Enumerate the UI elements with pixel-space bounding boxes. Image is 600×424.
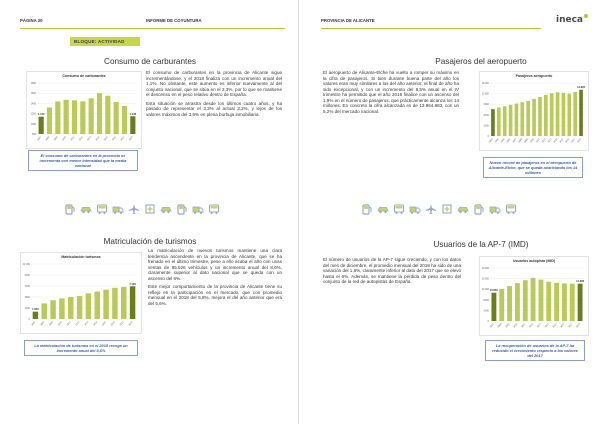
paragraph: El número de usuarios de la AP-7 sigue creciendo, y con los datos del mes de diciembre, el promedio mensual del 2018 ha sido de una variación del 1,8%, claramente inferior al dato del 2017 que se elevó hasta el 6%. Además, se mantiene la pérdida de peso dentro del conjunto de la red de autopistas de España.: [323, 257, 462, 285]
caption-aeropuerto: Nuevo récord de pasajeros en el aeropuerto de Alicante-Elche, que se queda acariciando los 14 millones: [483, 157, 583, 178]
x-tick-label: 2008: [518, 138, 524, 144]
data-label: 13.965: [577, 86, 586, 90]
bar: [507, 286, 512, 321]
x-tick-label: 2014: [544, 323, 550, 329]
x-tick-label: 2011: [66, 321, 72, 327]
x-tick-label: 2012: [78, 136, 84, 142]
x-tick-label: 2003: [489, 138, 494, 144]
y-tick-label: 0: [28, 318, 30, 321]
hospital-icon: [441, 203, 453, 215]
chart-matriculacion-svg: [21, 253, 141, 333]
bar: [570, 284, 575, 321]
x-tick-label: 2009: [505, 323, 511, 329]
bar: [562, 283, 567, 321]
bar: [531, 278, 536, 321]
bar: [515, 283, 520, 321]
bar: [47, 107, 52, 134]
bar: [50, 300, 55, 319]
y-tick-label: 20.000: [481, 267, 489, 270]
page-number: PÁGINA 20: [20, 18, 43, 23]
x-tick-label: 2018: [128, 321, 134, 327]
y-tick-label: 2400: [24, 307, 30, 310]
x-tick-label: 2015: [103, 136, 109, 142]
x-tick-label: 2010: [513, 323, 519, 329]
x-tick-label: 2015: [559, 138, 565, 144]
bar: [39, 117, 44, 134]
y-tick-label: 4800: [24, 296, 30, 299]
bar: [554, 283, 559, 321]
province-name: PROVINCIA DE ALICANTE: [321, 18, 375, 23]
y-tick-label: 9600: [483, 103, 489, 107]
x-tick-label: 2013: [84, 321, 90, 327]
bar: [499, 289, 504, 321]
paragraph: Este mejor comportamiento de la provincia de Alicante tiene su reflejo en la participación en el mercado, que con promedio mensual en el 2018 del 5,8%, mejora el del año anterior que era del 5,6%.: [148, 284, 282, 306]
caption-ap7: La recuperación de usuarios de la AP-7 ha reducido el crecimiento respecto a los valores del 2017: [485, 340, 585, 361]
bar: [130, 116, 135, 134]
bar: [33, 312, 38, 319]
chart-aeropuerto: [479, 71, 589, 151]
bar: [112, 288, 117, 319]
x-tick-label: 2013: [87, 136, 92, 142]
y-tick-label: 1400: [30, 102, 36, 106]
y-tick-label: 3200: [483, 124, 489, 128]
y-tick-label: 0: [487, 135, 489, 138]
y-tick-label: 12.800: [481, 92, 489, 96]
text-aeropuerto: [323, 70, 459, 117]
section-title-carburantes: Consumo de carburantes: [104, 57, 196, 66]
x-tick-label: 2016: [112, 136, 117, 142]
bar: [523, 280, 528, 321]
y-tick-label: 6400: [483, 113, 489, 117]
hospital-icon: [144, 203, 156, 215]
bar: [97, 93, 102, 134]
data-label: 1.140: [37, 113, 45, 117]
chart-matriculacion: [20, 252, 142, 334]
x-tick-label: 2013: [547, 138, 553, 144]
x-tick-label: 2015: [552, 323, 558, 329]
fuel-pump-icon: [473, 203, 485, 215]
x-tick-label: 2007: [490, 323, 495, 329]
bar: [114, 102, 119, 134]
y-tick-label: 1600: [30, 92, 36, 96]
text-matriculacion: [148, 248, 282, 309]
bar: [89, 98, 94, 134]
text-carburantes: [146, 70, 282, 120]
bar: [520, 102, 524, 136]
bar: [509, 105, 513, 136]
y-tick-label: 16.000: [481, 82, 489, 85]
bus-icon: [505, 203, 517, 215]
chart-aeropuerto-svg: [480, 72, 588, 150]
x-tick-label: 2011: [536, 138, 541, 144]
x-tick-label: 2013: [537, 323, 542, 329]
paragraph: La matriculación de nuevos turismos mantiene una clara tendencia ascendente en la provincia de Alicante, que se ha frenado en el último trimestre, pese a ello acaba el año con unas ventas de 85.526 vehículos y un incremento anual del 8,6%, claramente superior al dato nacional que se queda con un ascenso del 6%.: [148, 248, 282, 281]
x-tick-label: 2008: [45, 136, 51, 142]
x-tick-label: 2010: [530, 138, 535, 144]
car-icon: [80, 203, 92, 215]
x-tick-label: 2011: [521, 323, 527, 329]
bus-icon: [208, 203, 220, 215]
bar: [538, 97, 542, 136]
chart-title: Usuarios autopista (IMD): [512, 259, 556, 263]
bar: [532, 99, 536, 136]
x-tick-label: 2017: [568, 323, 574, 329]
bar: [562, 93, 566, 136]
bar: [491, 293, 496, 321]
x-tick-label: 2007: [512, 138, 518, 144]
x-tick-label: 2016: [565, 138, 571, 144]
bar: [556, 92, 560, 136]
logo-text: ineca: [555, 15, 583, 25]
section-title-aeropuerto: Pasajeros del aeropuerto: [435, 57, 527, 66]
x-tick-label: 2016: [111, 321, 116, 327]
x-tick-label: 2010: [62, 136, 67, 142]
x-tick-label: 2012: [529, 323, 534, 329]
x-tick-label: 2017: [571, 138, 576, 144]
fuel-pump-icon: [361, 203, 373, 215]
data-label: 10.681: [489, 289, 498, 293]
x-tick-label: 2014: [553, 138, 559, 144]
paragraph: El consumo de carburantes en la provincia de Alicante sigue incrementándose, y el 2018 finaliza con un incremento anual del 1,1%. No obstante, este aumento es inferior nuevamente al del conjunto nacional, que se sitúa en el 2,3%, por lo que se mantiene el descenso en el peso relativo dentro de España.: [146, 70, 282, 98]
x-tick-label: 2009: [49, 321, 54, 327]
y-tick-label: 8000: [483, 298, 489, 302]
header-rule: [20, 28, 285, 29]
bar: [72, 100, 77, 134]
bar: [80, 101, 85, 134]
bar: [544, 95, 548, 136]
car-icon: [457, 203, 469, 215]
x-tick-label: 2016: [560, 323, 566, 329]
data-label: 1.603: [32, 308, 39, 312]
right-page: [301, 0, 600, 424]
bar: [86, 293, 91, 319]
bar: [503, 106, 507, 136]
truck-icon: [489, 203, 501, 215]
y-tick-label: 4000: [483, 309, 489, 313]
x-tick-label: 2011: [70, 136, 76, 142]
x-tick-label: 2012: [541, 138, 547, 144]
y-tick-label: 7200: [24, 285, 30, 288]
x-tick-label: 2015: [102, 321, 107, 327]
transport-icons-row: [361, 198, 517, 220]
bar: [42, 303, 47, 319]
bus-icon: [393, 203, 405, 215]
bar: [122, 106, 127, 134]
bar: [130, 286, 135, 319]
left-page: [0, 0, 299, 424]
bar: [121, 287, 126, 319]
y-tick-label: 12.000: [481, 288, 489, 292]
x-tick-label: 2005: [500, 138, 506, 144]
chart-ap7: [479, 256, 589, 336]
x-tick-label: 2014: [95, 136, 101, 142]
bar: [105, 96, 110, 134]
x-tick-label: 2007: [37, 136, 42, 142]
paragraph: El aeropuerto de Alicante-Elche ha vuelto a romper su máximo en la cifra de pasajeros. Si bien durante buena parte del año los valores eran muy similares a los del año anterior, el final de año ha sido excepcional, y con un incremento del 8,5% anual en el IV trimestre ha permitido que el año 2018 finalice con un ascenso del 1,9% en el número de pasajeros, que prácticamente alcanza los 14 millones. En concreto la cifra alcanzada es de 13.964.983, con un 5,2% del mercado nacional.: [323, 70, 459, 114]
y-tick-label: 12.000: [22, 263, 30, 266]
bar: [546, 282, 551, 321]
x-tick-label: 2018: [128, 136, 134, 142]
x-tick-label: 2010: [58, 321, 63, 327]
fuel-pump-icon: [64, 203, 76, 215]
data-label: 1.148: [129, 112, 137, 116]
bar: [77, 296, 82, 319]
transport-icons-row: [64, 198, 220, 220]
bar: [515, 104, 519, 136]
x-tick-label: 2017: [119, 321, 125, 327]
section-title-matriculacion: Matriculación de turismos: [103, 237, 197, 246]
bar: [550, 93, 554, 136]
chart-title: Matriculación turismos: [61, 255, 101, 259]
x-tick-label: 2006: [506, 138, 512, 144]
bar: [578, 284, 583, 321]
truck-icon: [409, 203, 421, 215]
x-tick-label: 2018: [577, 138, 582, 144]
bar: [526, 101, 530, 136]
bar: [64, 100, 69, 134]
bar: [103, 290, 108, 319]
bar: [579, 90, 583, 136]
paragraph: Esta situación se arrastra desde los últimos cuatro años, y ha pasado de representar el 3,3% al actual 3,2%, y lejos de los valores máximos del 3,6% en plena burbuja inmobiliaria.: [146, 100, 282, 117]
car-icon: [160, 203, 172, 215]
truck-icon: [192, 203, 204, 215]
bar: [491, 109, 495, 136]
x-tick-label: 2008: [497, 323, 503, 329]
data-label: 14.086: [576, 280, 585, 284]
report-name: INFORME DE COYUNTURA: [146, 18, 202, 23]
text-ap7: [323, 257, 461, 288]
plane-icon: [425, 203, 437, 215]
x-tick-label: 2012: [75, 321, 81, 327]
x-tick-label: 2017: [120, 136, 126, 142]
x-tick-label: 2009: [524, 138, 529, 144]
fuel-pump-icon: [176, 203, 188, 215]
header-rule: [321, 28, 541, 29]
car-icon: [377, 203, 389, 215]
logo-dot: [584, 14, 588, 18]
x-tick-label: 2004: [494, 138, 500, 144]
section-title-ap7: Usuarios de la AP-7 (IMD): [433, 240, 529, 249]
caption-matriculacion: La matriculación de turismos en el 2018 recoge un incremento anual del 8,6%: [24, 340, 138, 356]
bus-icon: [96, 203, 108, 215]
x-tick-label: 2007: [31, 321, 37, 327]
bar: [497, 108, 501, 136]
block-label: BLOQUE: ACTIVIDAD: [70, 37, 140, 46]
y-tick-label: 800: [32, 133, 36, 136]
chart-ap7-svg: [480, 257, 588, 335]
chart-carburantes: [26, 71, 142, 149]
ineca-logo: [556, 14, 588, 25]
bar: [68, 297, 73, 319]
chart-title: Consumo de carburantes: [62, 74, 106, 78]
chart-title: Pasajeros aeropuerto: [515, 74, 553, 78]
truck-icon: [112, 203, 124, 215]
y-tick-label: 1200: [30, 112, 36, 116]
y-tick-label: 1800: [30, 82, 36, 85]
bar: [95, 292, 100, 320]
x-tick-label: 2018: [576, 323, 581, 329]
bar: [55, 101, 60, 134]
x-tick-label: 2014: [93, 321, 99, 327]
y-tick-label: 16.000: [481, 277, 489, 281]
chart-carburantes-svg: [27, 72, 141, 148]
y-tick-label: 9600: [24, 274, 30, 277]
bar: [567, 94, 571, 136]
bar: [538, 280, 543, 321]
y-tick-label: 1000: [30, 122, 36, 126]
x-tick-label: 2009: [53, 136, 59, 142]
bar: [573, 92, 577, 136]
x-tick-label: 2008: [40, 321, 46, 327]
caption-carburantes: El consumo de carburantes en la provincia se incrementa con menor intensidad que la media nacional: [28, 150, 138, 171]
bar: [59, 298, 64, 319]
y-tick-label: 0: [487, 320, 489, 323]
plane-icon: [128, 203, 140, 215]
data-label: 7.129: [129, 282, 136, 286]
